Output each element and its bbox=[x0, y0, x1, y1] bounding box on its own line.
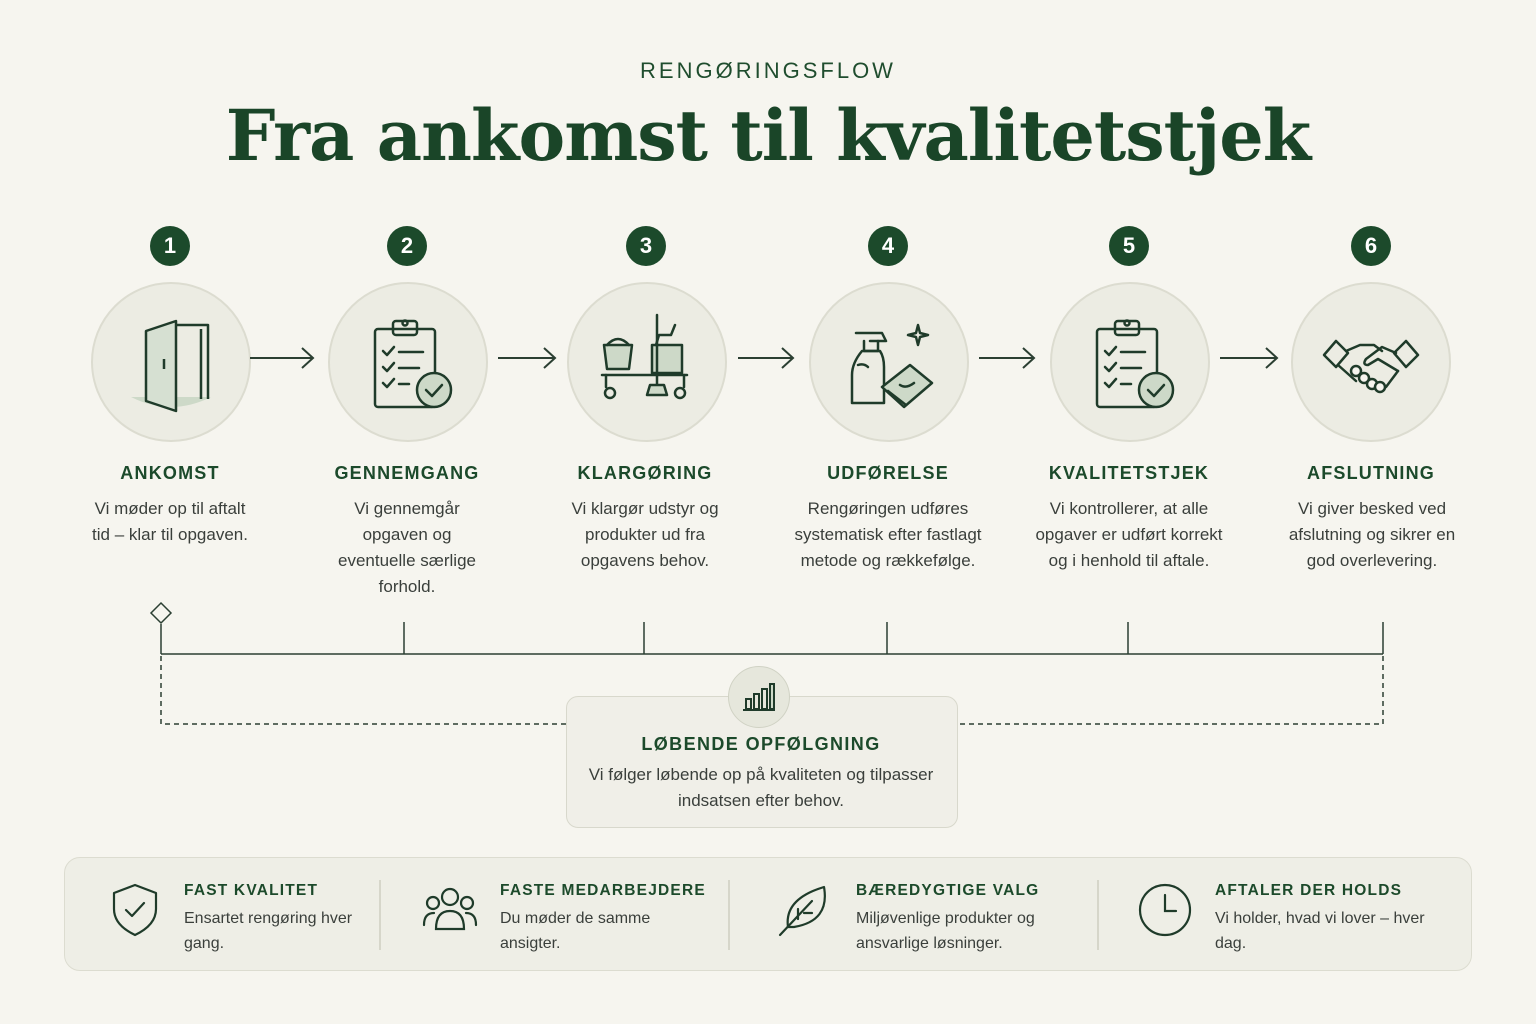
feature-faste-medarbejdere bbox=[420, 857, 720, 969]
step-number-badge: 1 bbox=[150, 226, 190, 266]
feature-divider bbox=[1097, 880, 1099, 950]
step-description: Vi gennemgår opgaven og eventuelle særlige forhold. bbox=[338, 499, 476, 596]
feature-aftaler-der-holds bbox=[1136, 857, 1456, 969]
feature-divider bbox=[728, 880, 730, 950]
step-number-badge: 5 bbox=[1109, 226, 1149, 266]
step-description: Rengøringen udføres systematisk efter fastlagt metode og rækkefølge. bbox=[794, 499, 982, 570]
feature-title: BÆREDYGTIGE VALG bbox=[856, 882, 1040, 899]
page-title: Fra ankomst til kvalitetstjek bbox=[225, 94, 1311, 177]
step-title: AFSLUTNING bbox=[1307, 463, 1435, 483]
step-description: Vi møder op til aftalt tid – klar til opgaven. bbox=[92, 499, 248, 544]
clock-icon bbox=[1136, 881, 1194, 939]
arrow-right-icon bbox=[248, 343, 318, 373]
arrow-right-icon bbox=[496, 343, 566, 373]
step-description: Vi klargør udstyr og produkter ud fra opgavens behov. bbox=[571, 499, 719, 570]
clipboard-check-icon bbox=[353, 307, 463, 417]
step-icon-circle bbox=[1050, 282, 1210, 442]
leaf-icon bbox=[776, 881, 834, 939]
step-number-badge: 3 bbox=[626, 226, 666, 266]
step-number-badge: 2 bbox=[387, 226, 427, 266]
feature-title: AFTALER DER HOLDS bbox=[1215, 882, 1403, 899]
cleaning-cart-icon bbox=[592, 307, 702, 417]
step-title: KVALITETSTJEK bbox=[1048, 463, 1210, 483]
feature-description: Ensartet rengøring hver gang. bbox=[184, 910, 353, 952]
step-title: GENNEMGANG bbox=[334, 463, 480, 483]
people-icon bbox=[420, 881, 478, 939]
feature-description: Vi holder, hvad vi lover – hver dag. bbox=[1215, 910, 1425, 952]
eyebrow-label: RENGØRINGSFLOW bbox=[640, 58, 896, 83]
arrow-right-icon bbox=[736, 343, 806, 373]
step-description: Vi giver besked ved afslutning og sikrer en god overlevering. bbox=[1288, 499, 1456, 570]
followup-description: Vi følger løbende op på kvaliteten og tilpasser indsatsen efter behov. bbox=[588, 765, 934, 810]
door-icon bbox=[116, 307, 226, 417]
followup-icon-circle bbox=[728, 666, 790, 728]
step-icon-circle bbox=[1291, 282, 1451, 442]
step-number-badge: 4 bbox=[868, 226, 908, 266]
shield-check-icon bbox=[106, 881, 164, 939]
clipboard-check-icon bbox=[1075, 307, 1185, 417]
step-title: ANKOMST bbox=[120, 463, 220, 483]
feature-description: Du møder de samme ansigter. bbox=[500, 910, 651, 952]
arrow-right-icon bbox=[1218, 343, 1288, 373]
bar-chart-icon bbox=[741, 679, 777, 715]
arrow-right-icon bbox=[977, 343, 1047, 373]
step-icon-circle bbox=[91, 282, 251, 442]
spray-bottle-icon bbox=[834, 307, 944, 417]
feature-divider bbox=[379, 880, 381, 950]
feature-description: Miljøvenlige produkter og ansvarlige løsninger. bbox=[856, 910, 1035, 952]
feature-title: FASTE MEDARBEJDERE bbox=[500, 882, 706, 899]
step-description: Vi kontrollerer, at alle opgaver er udført korrekt og i henhold til aftale. bbox=[1035, 499, 1223, 570]
feature-baeredygtige-valg bbox=[776, 857, 1086, 969]
handshake-icon bbox=[1316, 307, 1426, 417]
feature-fast-kvalitet bbox=[106, 857, 376, 969]
step-title: UDFØRELSE bbox=[827, 463, 949, 483]
step-icon-circle bbox=[567, 282, 727, 442]
followup-title: LØBENDE OPFØLGNING bbox=[641, 734, 881, 754]
step-title: KLARGØRING bbox=[577, 463, 713, 483]
step-icon-circle bbox=[328, 282, 488, 442]
step-icon-circle bbox=[809, 282, 969, 442]
step-number-badge: 6 bbox=[1351, 226, 1391, 266]
feature-title: FAST KVALITET bbox=[184, 882, 319, 899]
